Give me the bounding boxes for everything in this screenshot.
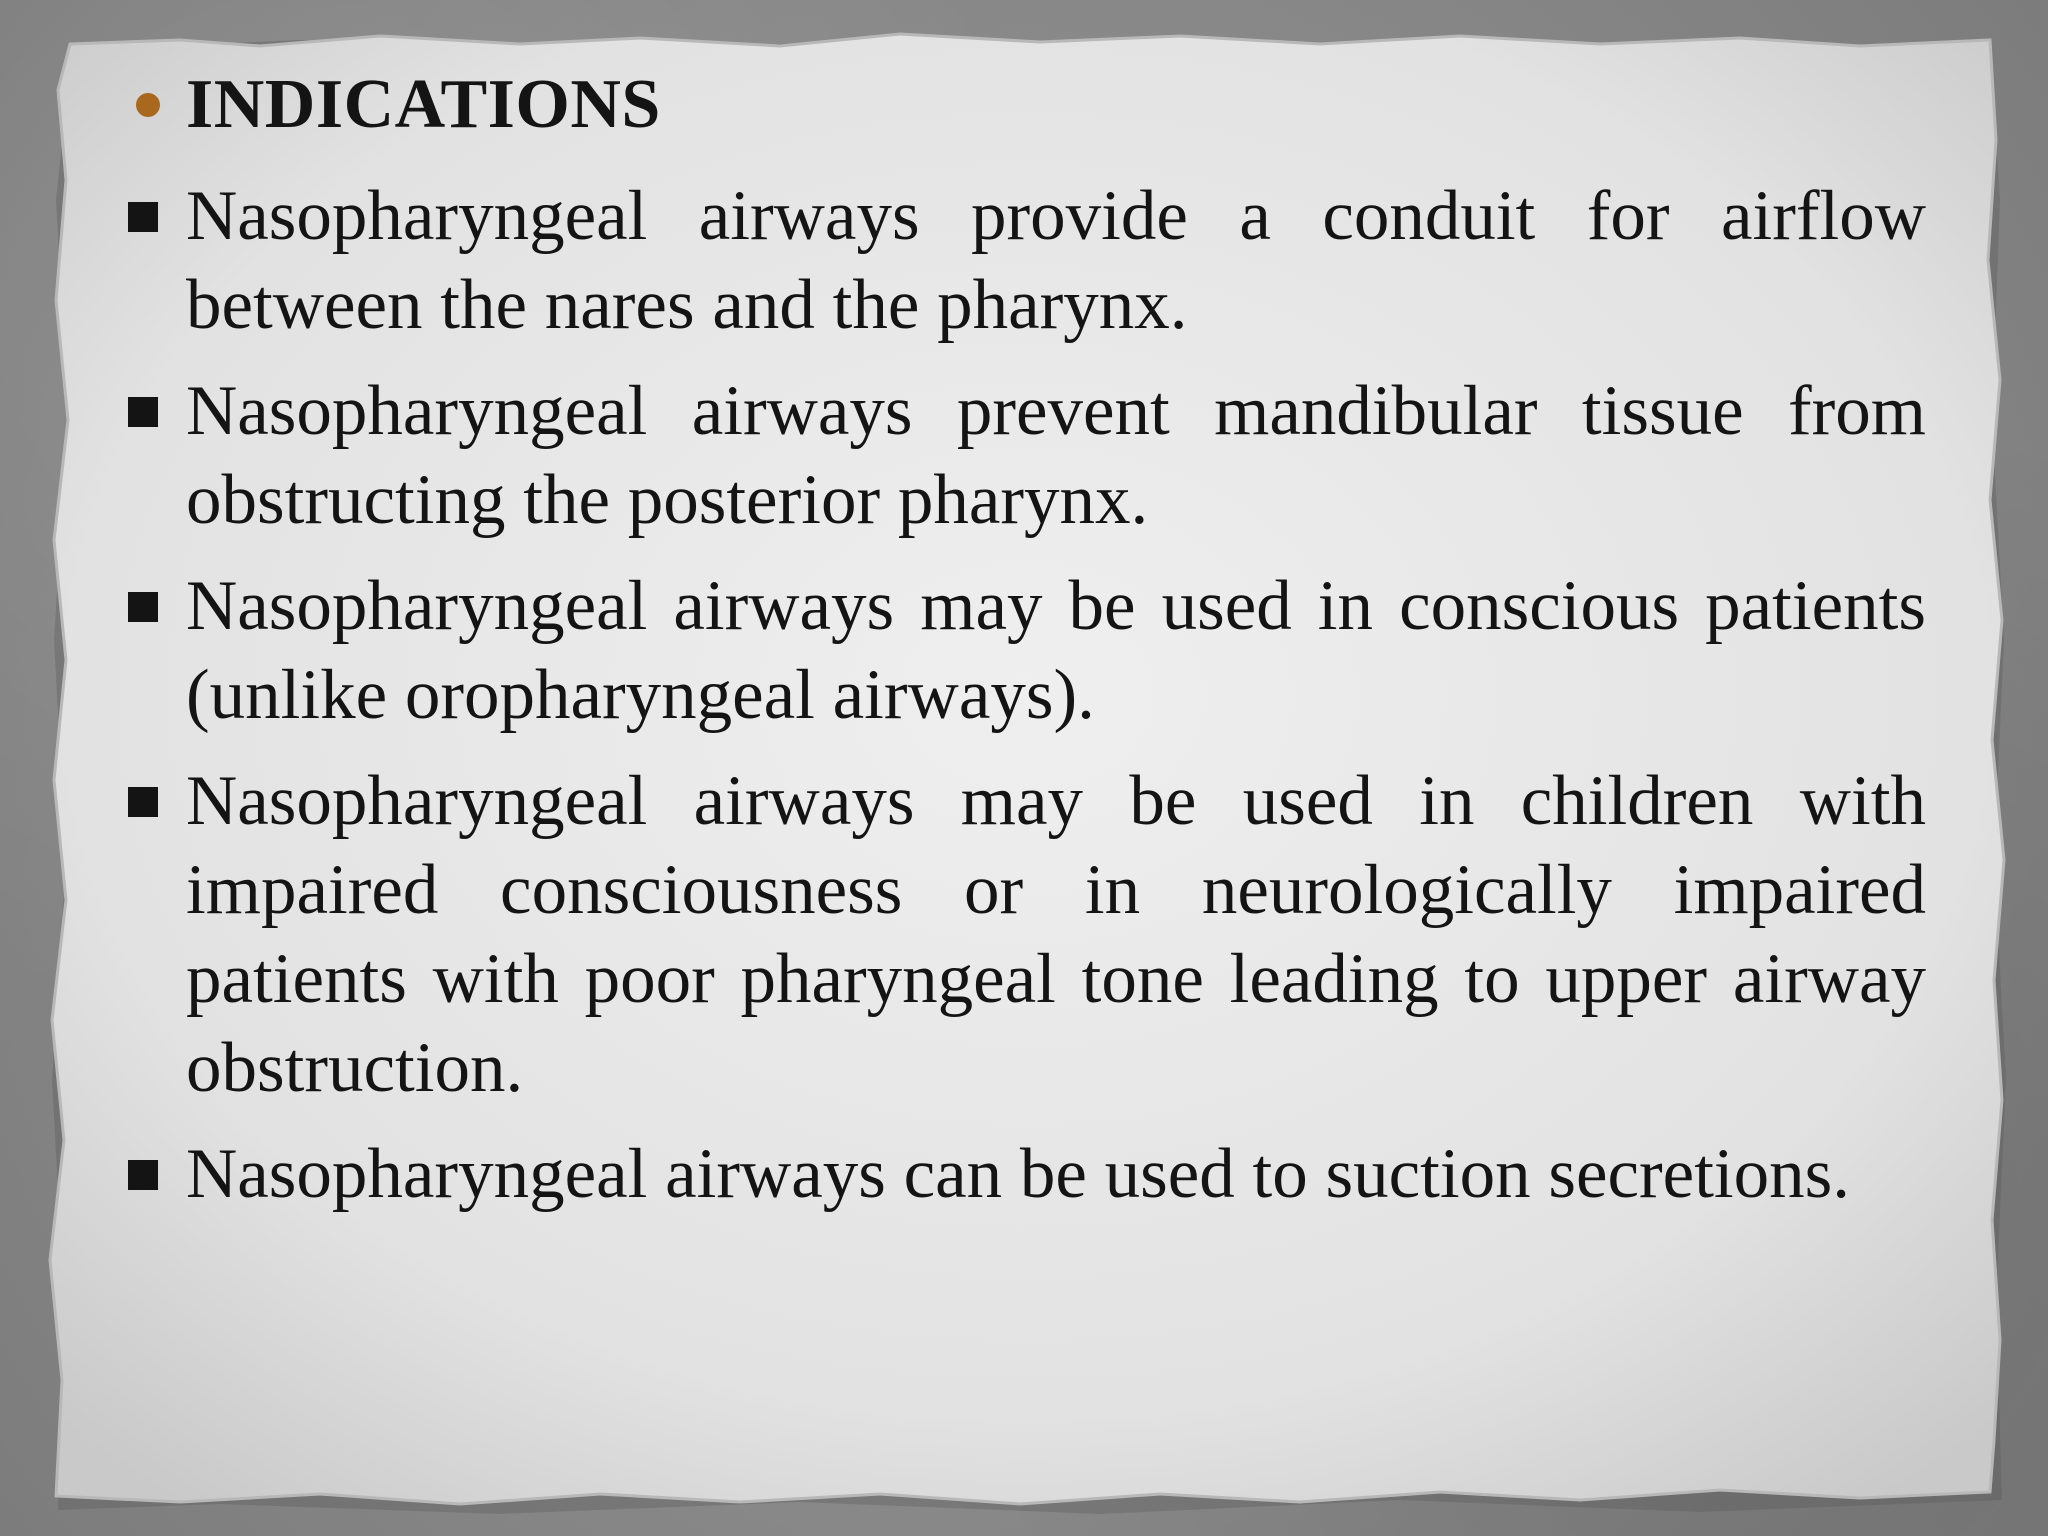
slide-heading: INDICATIONS [186, 66, 661, 143]
square-bullet-icon [128, 397, 158, 427]
square-bullet-icon [128, 787, 158, 817]
list-item [128, 562, 1926, 740]
list-item-text: Nasopharyngeal airways may be used in children with impaired consciousness or in neurologically impaired patients with poor pharyngeal tone leading to upper airway obstruction. [186, 762, 1926, 1107]
indication-list [128, 172, 1926, 1219]
list-item [128, 367, 1926, 545]
square-bullet-icon [128, 592, 158, 622]
square-bullet-icon [128, 1160, 158, 1190]
square-bullet-icon [128, 202, 158, 232]
round-bullet-icon [136, 93, 160, 117]
list-item [128, 1130, 1926, 1219]
list-item-text: Nasopharyngeal airways provide a conduit for airflow between the nares and the pharynx. [186, 177, 1926, 344]
list-item [128, 172, 1926, 350]
list-item [128, 757, 1926, 1113]
list-item-text: Nasopharyngeal airways may be used in conscious patients (unlike oropharyngeal airways). [186, 567, 1926, 734]
slide-content [128, 60, 1926, 1236]
list-item-text: Nasopharyngeal airways prevent mandibular tissue from obstructing the posterior pharynx. [186, 372, 1926, 539]
list-item-text: Nasopharyngeal airways can be used to suction secretions. [186, 1135, 1851, 1213]
heading-row [128, 60, 1926, 150]
